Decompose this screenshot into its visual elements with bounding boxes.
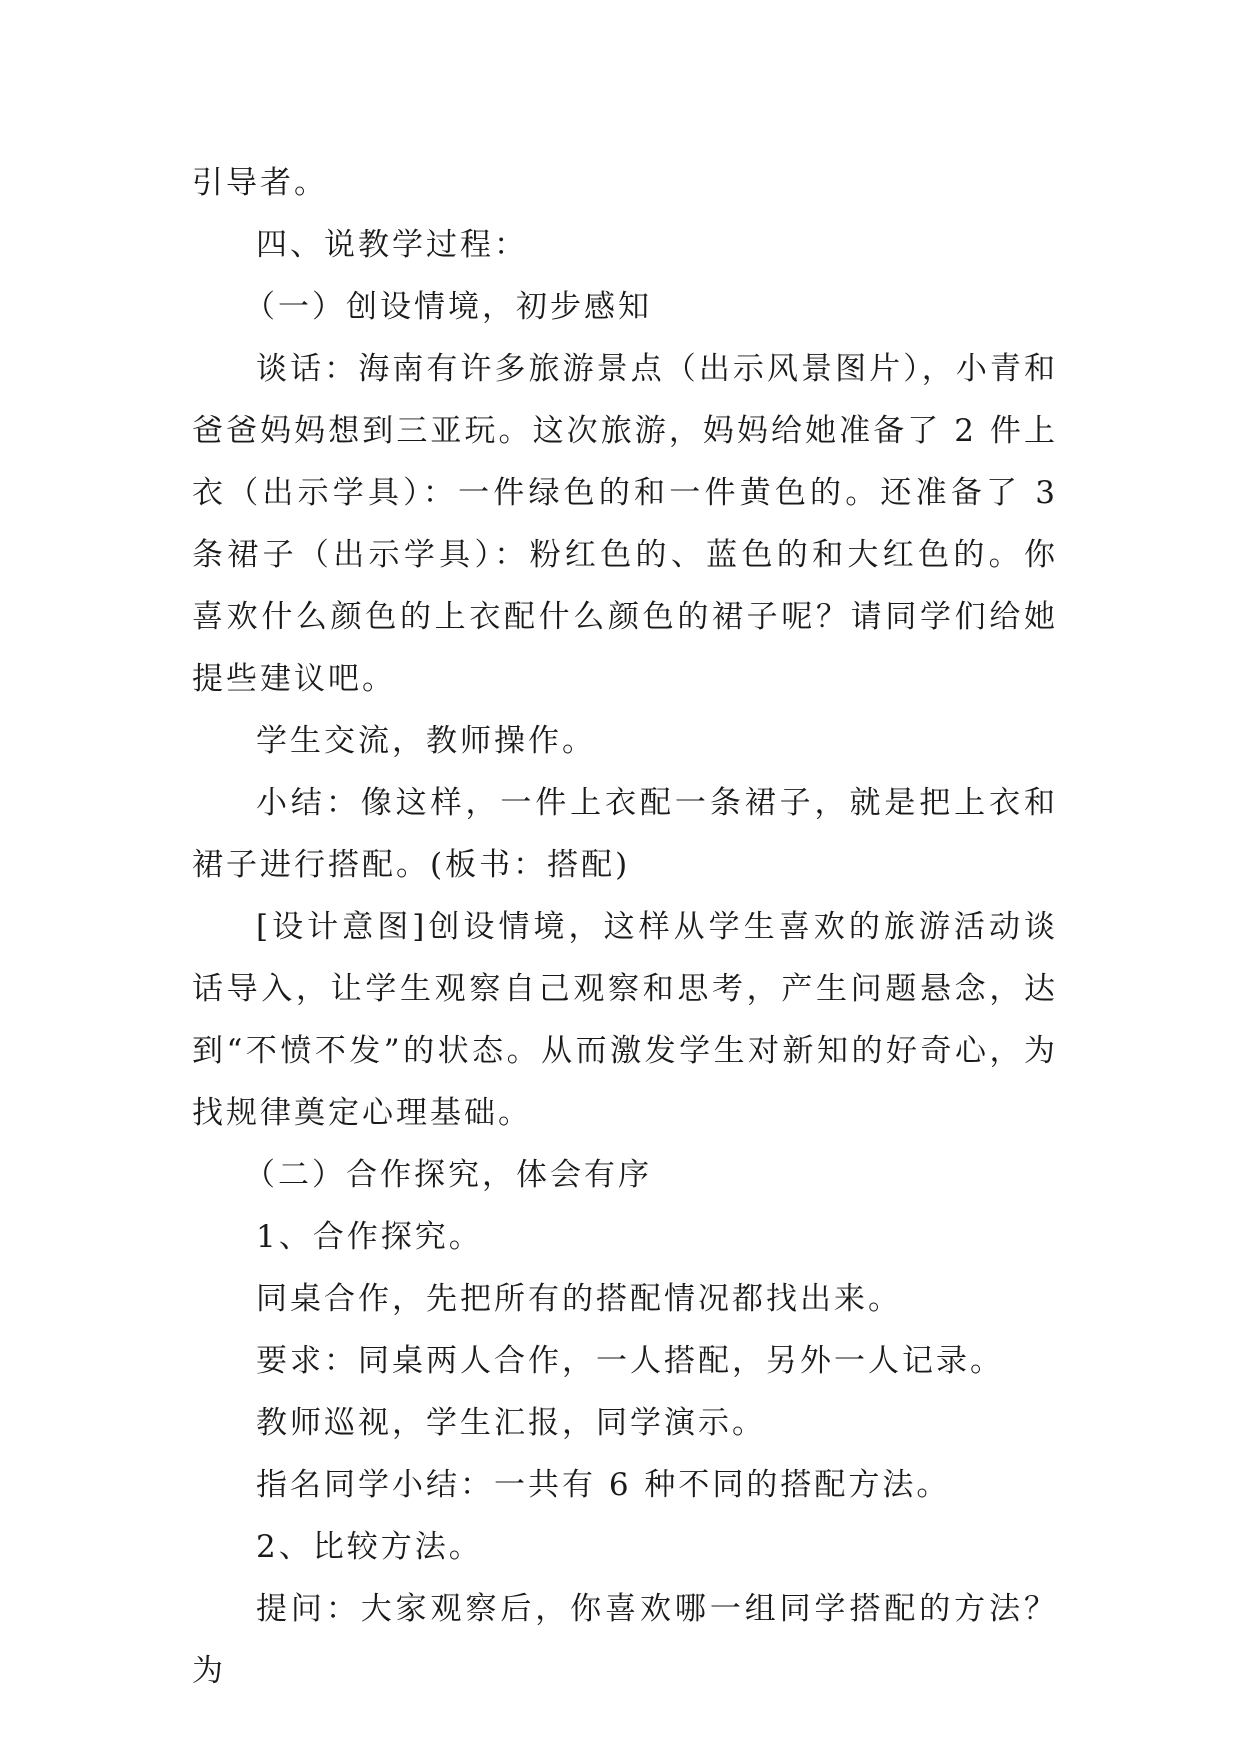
paragraph: 要求：同桌两人合作，一人搭配，另外一人记录。	[256, 1343, 1004, 1379]
design-intent-paragraph: [设计意图]创设情境，这样从学生喜欢的旅游活动谈话导入，让学生观察自己观察和思考，产生问题悬念，达到“不愤不发”的状态。从而激发学生对新知的好奇心，为找规律奠定心理基础。	[192, 909, 1058, 1131]
section-heading: 四、说教学过程：	[256, 227, 528, 263]
subsection-heading: （一）创设情境，初步感知	[244, 289, 652, 325]
paragraph: 同桌合作，先把所有的搭配情况都找出来。	[256, 1281, 902, 1317]
paragraph: 谈话：海南有许多旅游景点（出示风景图片），小青和爸爸妈妈想到三亚玩。这次旅游，妈妈给她准备了 2 件上衣（出示学具）：一件绿色的和一件黄色的。还准备了 3 条裙子（出示学具）：粉红色的、蓝色的和大红色的。你喜欢什么颜色的上衣配什么颜色的裙子呢？请同学们给她提些建议吧。	[192, 351, 1058, 697]
paragraph: 学生交流，教师操作。	[256, 723, 596, 759]
paragraph: 教师巡视，学生汇报，同学演示。	[256, 1405, 766, 1441]
subsection-heading: （二）合作探究，体会有序	[244, 1157, 652, 1193]
paragraph-continuation: 引导者。	[192, 165, 328, 201]
paragraph: 提问：大家观察后，你喜欢哪一组同学搭配的方法？为	[192, 1591, 1058, 1689]
numbered-heading: 2、比较方法。	[256, 1529, 483, 1565]
numbered-heading: 1、合作探究。	[256, 1219, 483, 1255]
document-body	[192, 152, 1058, 1702]
paragraph: 小结：像这样，一件上衣配一条裙子，就是把上衣和裙子进行搭配。(板书：搭配)	[192, 785, 1058, 883]
paragraph: 指名同学小结：一共有 6 种不同的搭配方法。	[256, 1467, 951, 1503]
